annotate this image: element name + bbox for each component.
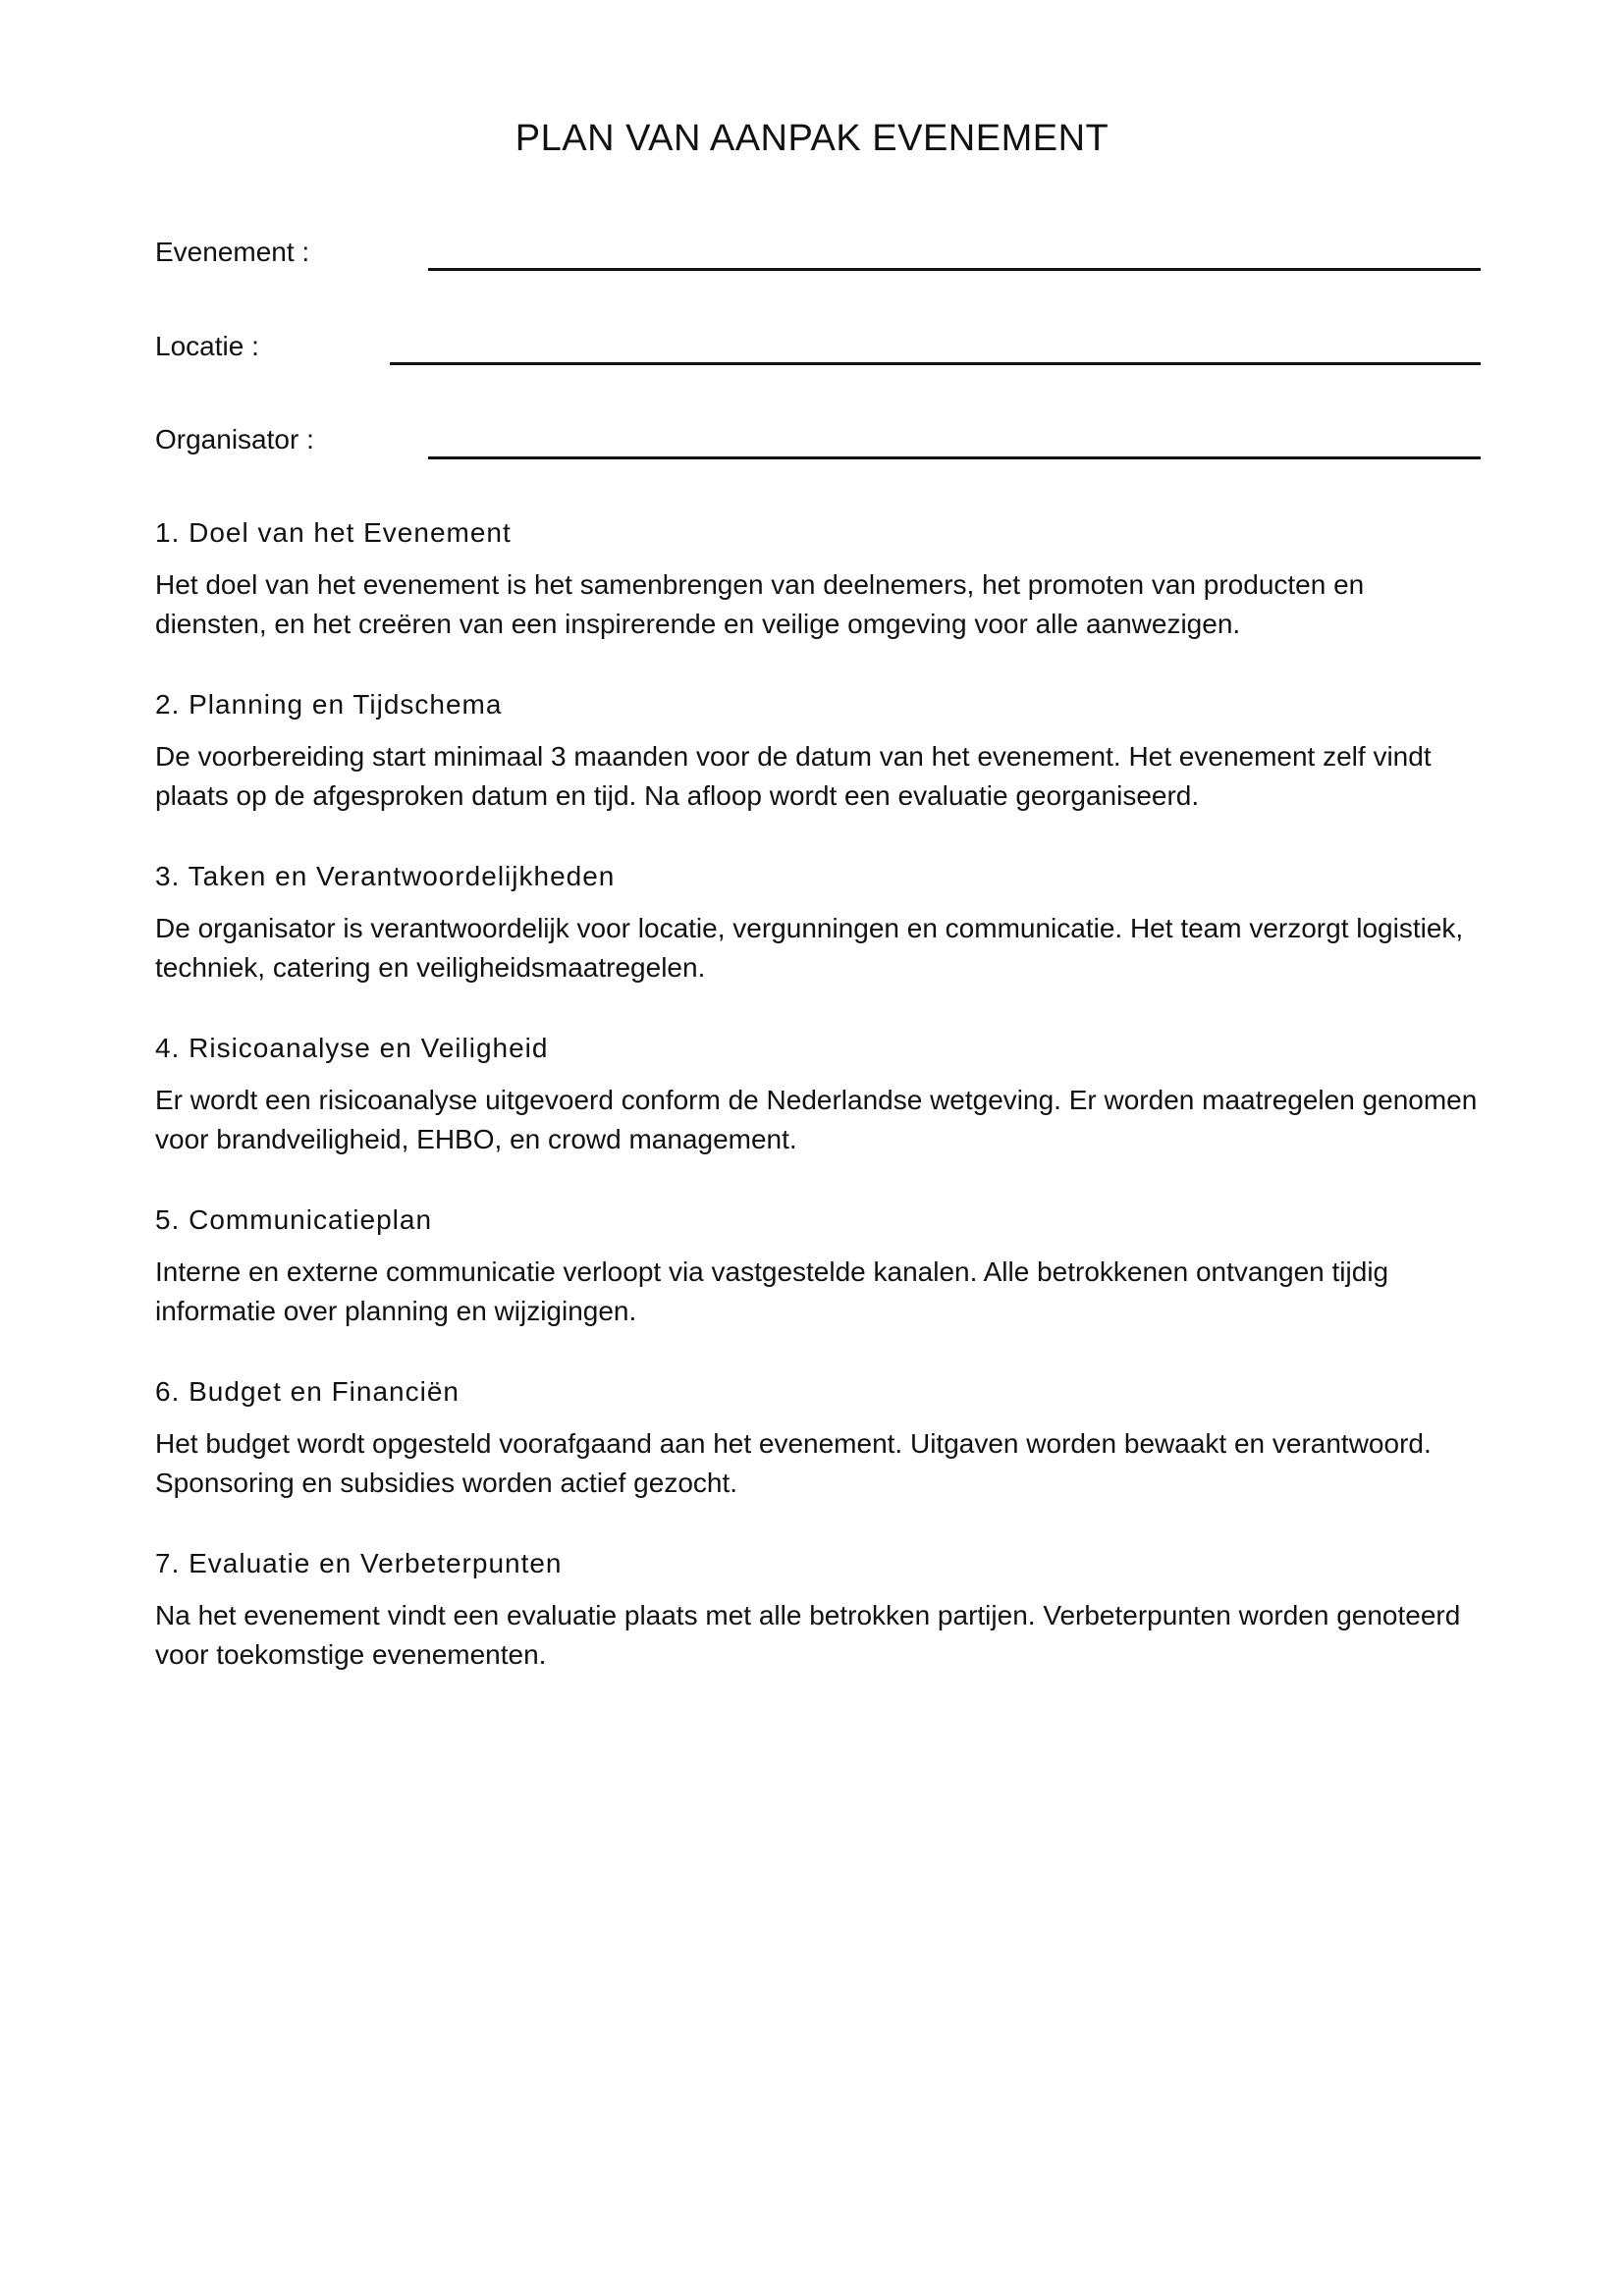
section-body: Het budget wordt opgesteld voorafgaand aan het evenement. Uitgaven worden bewaakt en verantwoord. Sponsoring en subsidies worden actief gezocht. [155,1428,1432,1498]
section-taken [155,858,1481,988]
field-label-locatie: Locatie : [155,331,259,361]
section-body: Er wordt een risicoanalyse uitgevoerd conform de Nederlandse wetgeving. Er worden maatregelen genomen voor brandveiligheid, EHBO, en crowd management. [155,1085,1478,1154]
section-doel [155,514,1481,644]
section-risicoanalyse [155,1030,1481,1159]
section-body: De organisator is verantwoordelijk voor locatie, vergunningen en communicatie. Het team verzorgt logistiek, techniek, catering en veiligheidsmaatregelen. [155,913,1464,983]
section-heading: 5. Communicatieplan [155,1204,433,1235]
section-heading: 1. Doel van het Evenement [155,517,512,548]
field-line-evenement[interactable] [428,268,1481,271]
section-communicatieplan [155,1201,1481,1331]
section-body: Na het evenement vindt een evaluatie plaats met alle betrokken partijen. Verbeterpunten worden genoteerd voor toekomstige evenementen. [155,1600,1461,1670]
field-line-organisator[interactable] [428,456,1481,459]
section-heading: 6. Budget en Financiën [155,1376,460,1407]
section-heading: 2. Planning en Tijdschema [155,689,503,720]
section-heading: 4. Risicoanalyse en Veiligheid [155,1033,549,1063]
field-line-locatie[interactable] [390,362,1481,365]
field-label-evenement: Evenement : [155,237,310,267]
field-label-organisator: Organisator : [155,424,314,454]
section-body: Het doel van het evenement is het samenbrengen van deelnemers, het promoten van producten en diensten, en het creëren van een inspirerende en veilige omgeving voor alle aanwezigen. [155,569,1365,639]
section-heading: 3. Taken en Verantwoordelijkheden [155,861,616,891]
section-body: Interne en externe communicatie verloopt via vastgestelde kanalen. Alle betrokkenen ontvangen tijdig informatie over planning en wijzigingen. [155,1256,1389,1326]
section-evaluatie [155,1545,1481,1675]
sections-container [155,514,1481,1717]
section-body: De voorbereiding start minimaal 3 maanden voor de datum van het evenement. Het evenement zelf vindt plaats op de afgesproken datum en tijd. Na afloop wordt een evaluatie georganiseerd. [155,741,1432,811]
document-title: PLAN VAN AANPAK EVENEMENT [514,118,1110,159]
section-heading: 7. Evaluatie en Verbeterpunten [155,1548,563,1578]
section-planning [155,686,1481,816]
section-budget [155,1373,1481,1503]
